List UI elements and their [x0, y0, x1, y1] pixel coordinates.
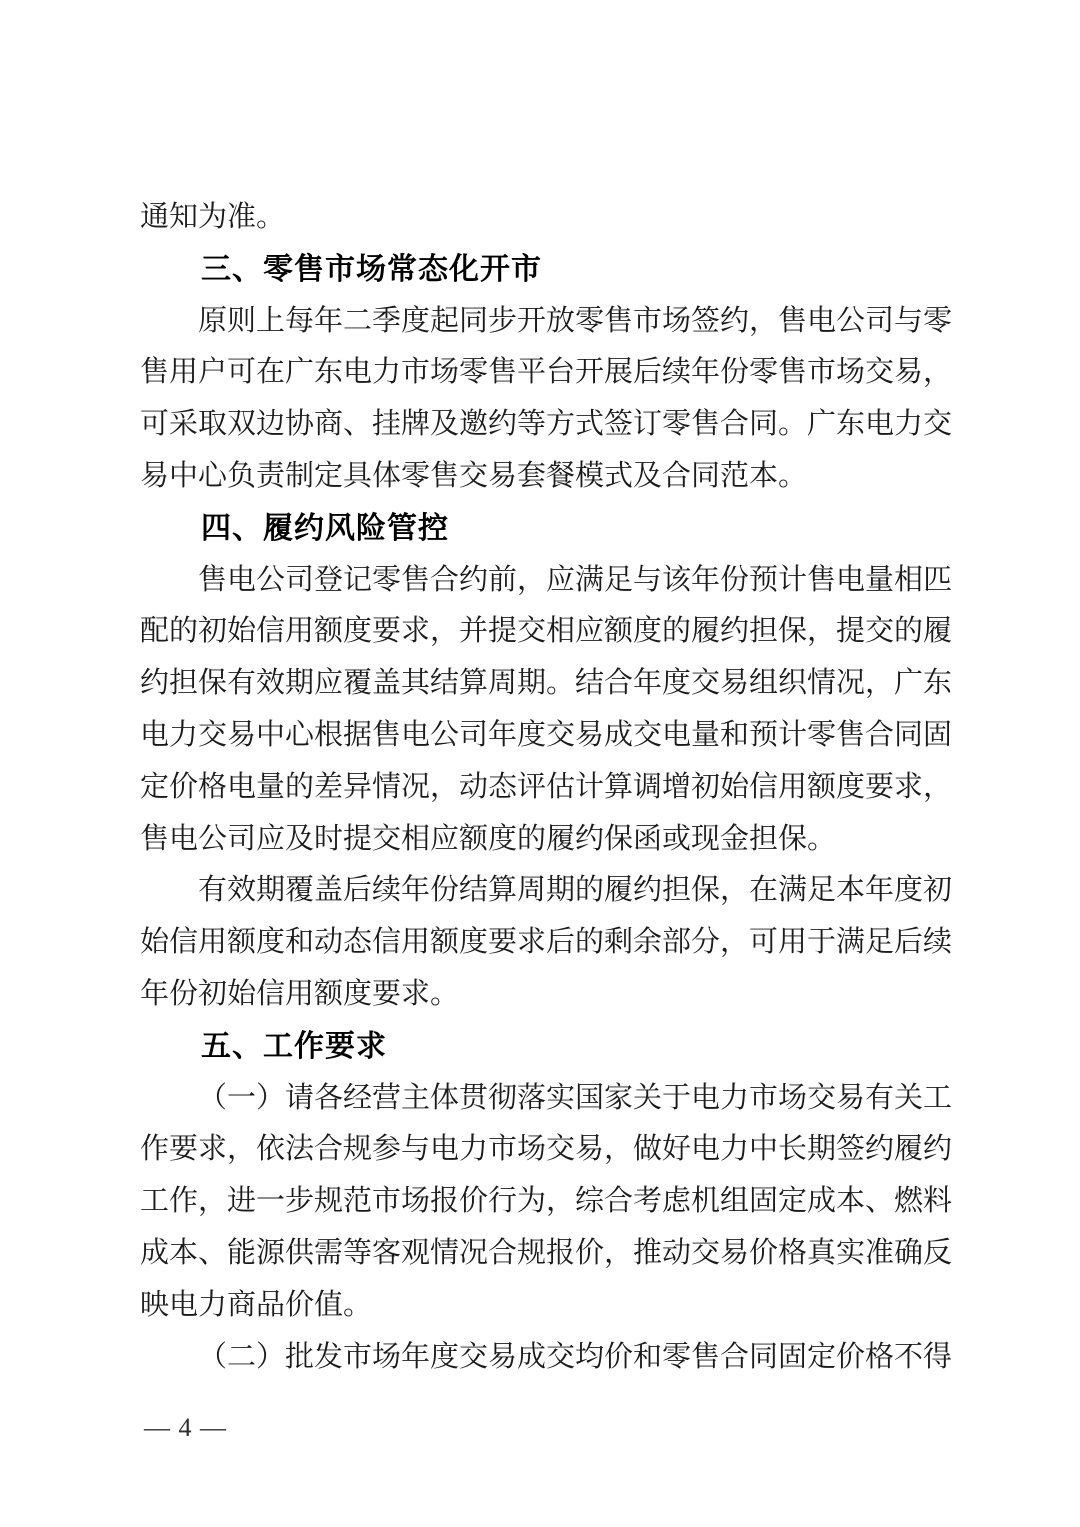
- paragraph: 有效期覆盖后续年份结算周期的履约担保，在满足本年度初始信用额度和动态信用额度要求后的剩余部分，可用于满足后续年份初始信用额度要求。: [140, 874, 953, 1010]
- document-body: [140, 192, 952, 1383]
- paragraph: 售电公司登记零售合约前，应满足与该年份预计售电量相匹配的初始信用额度要求，并提交相应额度的履约担保，提交的履约担保有效期应覆盖其结算周期。结合年度交易组织情况，广东电力交易中心根据售电公司年度交易成交电量和预计零售合同固定价格电量的差异情况，动态评估计算调增初始信用额度要求，售电公司应及时提交相应额度的履约保函或现金担保。: [140, 563, 953, 855]
- section-heading: 四、履约风险管控: [201, 511, 449, 545]
- paragraph: 通知为准。: [140, 201, 286, 233]
- section-heading: 五、工作要求: [201, 1029, 387, 1063]
- page-number: — 4 —: [144, 1413, 227, 1442]
- section-heading: 三、零售市场常态化开市: [201, 252, 542, 286]
- paragraph: （一）请各经营主体贯彻落实国家关于电力市场交易有关工作要求，依法合规参与电力市场交易，做好电力中长期签约履约工作，进一步规范市场报价行为，综合考虑机组固定成本、燃料成本、能源供需等客观情况合规报价，推动交易价格真实准确反映电力商品价值。: [140, 1081, 953, 1321]
- paragraph: （二）批发市场年度交易成交均价和零售合同固定价格不得: [198, 1340, 953, 1373]
- paragraph: 原则上每年二季度起同步开放零售市场签约，售电公司与零售用户可在广东电力市场零售平台开展后续年份零售市场交易，可采取双边协商、挂牌及邀约等方式签订零售合同。广东电力交易中心负责制定具体零售交易套餐模式及合同范本。: [140, 304, 953, 492]
